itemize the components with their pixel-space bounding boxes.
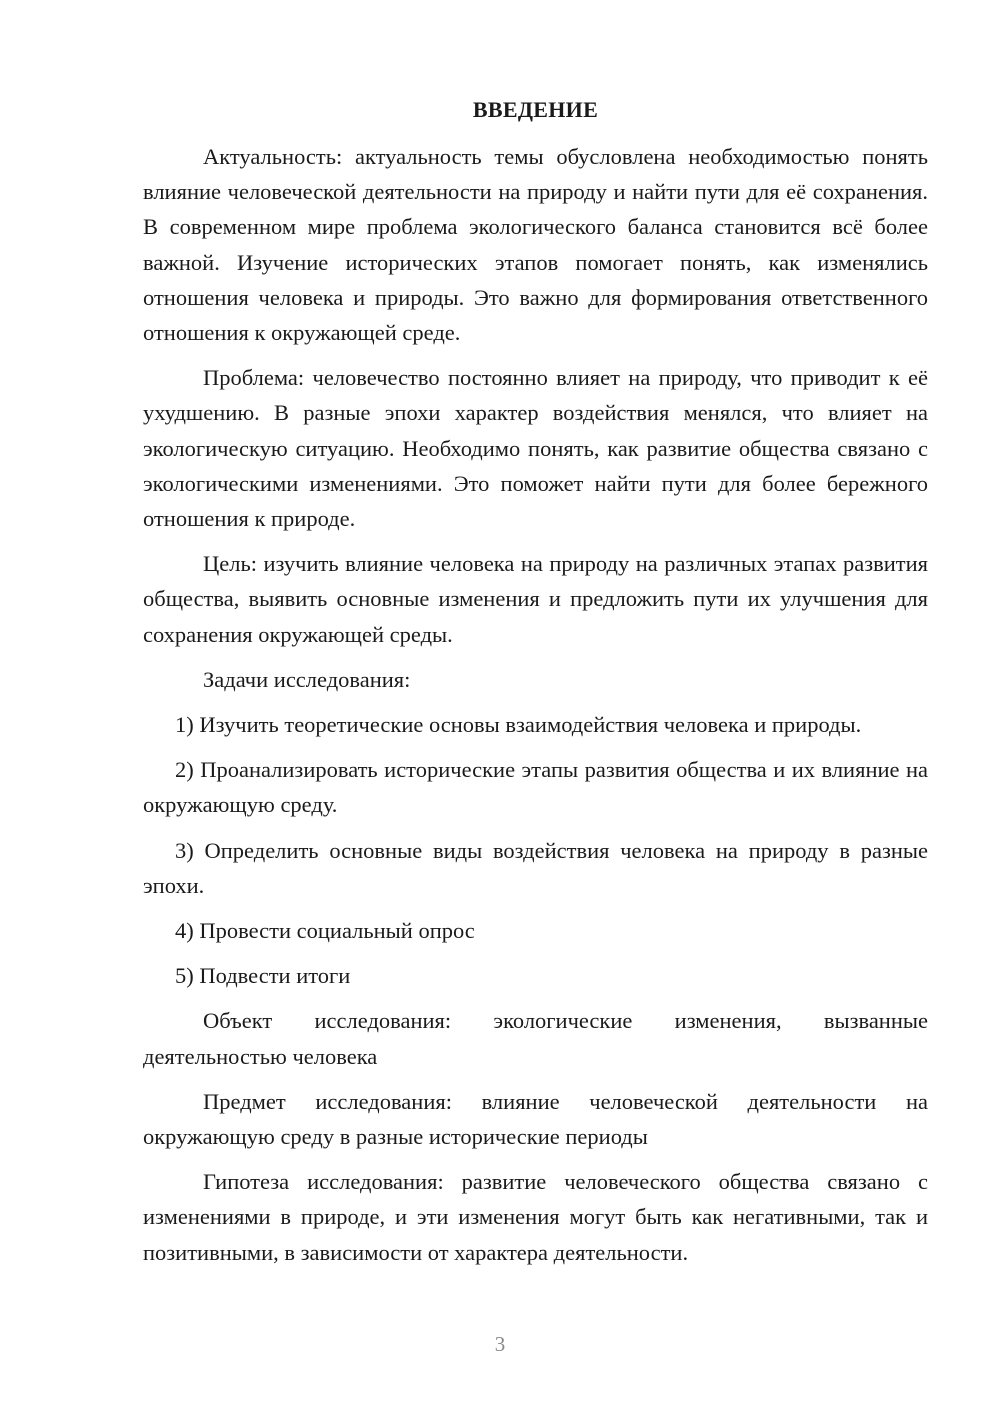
page-title: ВВЕДЕНИЕ	[472, 97, 599, 122]
tasks-title: Задачи исследования:	[203, 666, 411, 692]
paragraph-relevance: Актуальность: актуальность темы обусловлена необходимостью понять влияние человеческой деятельности на природу и найти пути для её сохранения. В современном мире проблема экологического баланса становится всё более важной. Изучение исторических этапов помогает понять, как изменялись отношения человека и природы. Это важно для формирования ответственного отношения к окружающей среде.	[143, 144, 928, 346]
page-content	[143, 95, 928, 1270]
paragraph-hypothesis: Гипотеза исследования: развитие человеческого общества связано с изменениями в природе, и эти изменения могут быть как негативными, так и позитивными, в зависимости от характера деятельности.	[143, 1169, 928, 1265]
paragraph-subject: Предмет исследования: влияние человеческой деятельности на окружающую среду в разные исторические периоды	[143, 1088, 928, 1150]
paragraph-object: Объект исследования: экологические изменения, вызванные деятельностью человека	[143, 1008, 928, 1069]
task-item-4: 4) Провести социальный опрос	[175, 918, 475, 944]
task-item-5: 5) Подвести итоги	[175, 963, 351, 989]
paragraph-goal: Цель: изучить влияние человека на природу на различных этапах развития общества, выявить основные изменения и предложить пути их улучшения для сохранения окружающей среды.	[143, 551, 928, 647]
task-item-1: 1) Изучить теоретические основы взаимодействия человека и природы.	[175, 712, 862, 738]
task-item-3: 3) Определить основные виды воздействия человека на природу в разные эпохи.	[143, 837, 928, 898]
task-item-2: 2) Проанализировать исторические этапы развития общества и их влияние на окружающую среду.	[143, 757, 928, 818]
page-number: 3	[494, 1332, 506, 1356]
paragraph-problem: Проблема: человечество постоянно влияет на природу, что приводит к её ухудшению. В разные эпохи характер воздействия менялся, что влияет на экологическую ситуацию. Необходимо понять, как развитие общества связано с экологическими изменениями. Это поможет найти пути для более бережного отношения к природе.	[143, 365, 928, 532]
